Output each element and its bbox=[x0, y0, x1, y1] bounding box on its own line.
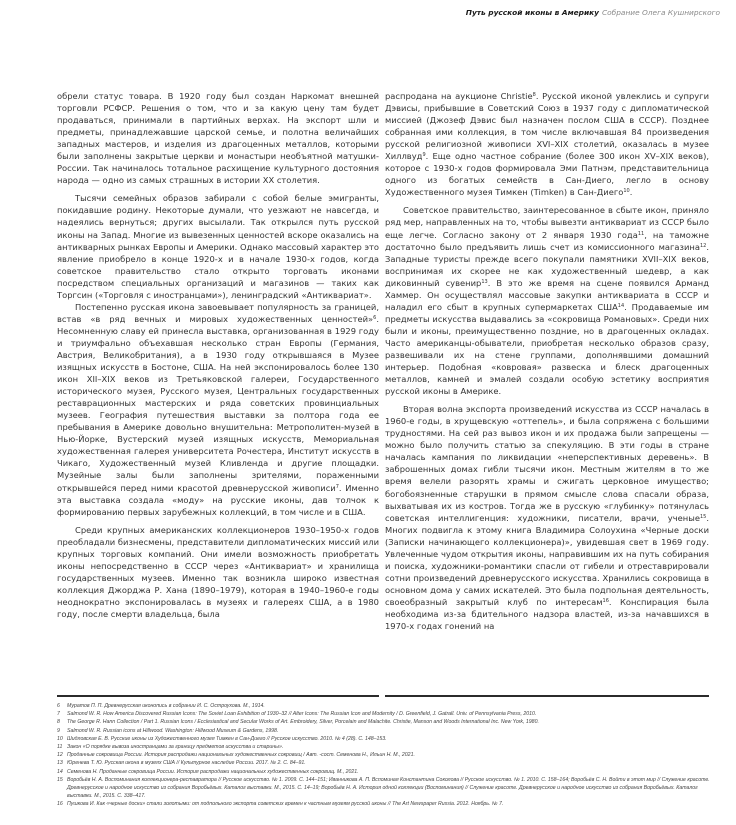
footnote-ref[interactable]: 11 bbox=[637, 230, 645, 237]
footnotes bbox=[57, 702, 712, 809]
footnote-ref[interactable]: 7 bbox=[335, 483, 339, 490]
footnote-ref[interactable]: 16 bbox=[602, 597, 609, 604]
footnote-ref[interactable]: 6 bbox=[373, 314, 377, 321]
paragraph: распродана на аукционе Christie$^8$. Русской иконой увлеклись и супруги Дэвисы, прибывшие в Советский Союз в 1937 году с дипломатической миссией (Джозеф Дэвис был назначен послом США в СССР). Позднее собранная ими коллекция, в том числе включавшая 84 произведения русской религиозной живописи XVI–XIX столетий, оказалась в музее Хиллвуд$^9$. Еще одно частное собрание (более 300 икон XV–XIX веков), которое с 1930-х годов формировала Эми Патнэм, представительница одного из богатых семейств в Сан-Диего, легло в основу Художественного музея Тимкен (Timken) в Сан-Диего$^{10}$. bbox=[385, 91, 709, 198]
paragraph: Постепенно русская икона завоевывает популярность за границей, встав «в ряд вечных и мировых художественных ценностей»$^6$. Несомненную славу ей принесла выставка, организованная в 1929 году и триумфально объехавшая несколько стран Европы (Германия, Австрия, Великобритания), а в 1930 году открывшаяся в Музее изящных искусств в Бостоне, США. На ней экспонировалось более 130 икон XII–XIX веков из Третьяковской галереи, Государственного исторического музея, Русского музея, Центральных государственных реставрационных мастерских и ряда советских провинциальных музеев. География путешествия выставки за полтора года ее пребывания в Америке довольно внушительна: Метрополитен-музей в Нью-Йорке, Вустерский музей изящных искусств, Мемориальная художественная галерея университета Рочестера, Институт искусств в Чикаго, Художественный музей Кливленда и другие площадки. Музейные залы были заполнены зрителями, пораженными открывшейся перед ними красотой древнерусской живописи$^7$. Именно эта выставка создала «моду» на русские иконы, дав толчок к формированию первых зарубежных коллекций, в том числе и в США. bbox=[57, 301, 379, 517]
footnote: 16 Пушкова И. Как «черные доски» стали золотыми: от подпольного экспорта советских времен к частным музеям русской иконы // The Art Newspaper Russia. 2012. Ноябрь. № 7. bbox=[57, 801, 504, 808]
footnote: 14 Семенова Н. Проданные сокровища России. История распродажи национальных художественных сокровищ. М., 2021. bbox=[57, 768, 359, 775]
left-column bbox=[57, 90, 379, 620]
footnote: 11 Закон «О порядке вывоза иностранцами за границу предметов искусства и старины». bbox=[57, 744, 284, 751]
footnote: 12 Проданные сокровища России. История распродажи национальных художественных сокровищ / Авт. -сост. Семенова Н., Ильин Н. М., 2021. bbox=[57, 752, 415, 759]
running-header bbox=[466, 8, 720, 18]
footnote-divider bbox=[385, 695, 709, 697]
footnote-ref[interactable]: 14 bbox=[617, 302, 625, 309]
paragraph: обрели статус товара. В 1920 году был создан Наркомат внешней торговли РСФСР. Решения о том, что и за какую цену там будет продаваться, принимали в партийных верхах. На экспорт шли и предметы, принадлежавшие царской семье, и полотна величайших западных мастеров, и изделия из драгоценных металлов, которыми были заполнены закрытые церкви и монастыри необъятной матушки-России. Так начиналось тотальное расхищение культурного достояния народа — одно из самых страшных в истории XX столетия. bbox=[57, 91, 379, 186]
footnote: 6 Муратов П. П. Древнерусская иконопись в собрании И. С. Остроухова. М., 1914. bbox=[57, 703, 265, 709]
paragraph: Советское правительство, заинтересованное в сбыте икон, приняло ряд мер, направленных на то, чтобы вывезти антиквариат из СССР было еще легче. Согласно закону от 2 января 1930 года$^{11}$, на таможне достаточно было предъявить лишь счет из комиссионного магазина$^{12}$. Западные туристы прежде всего покупали памятники XVII–XIX веков, воспринимая их скорее не как художественный шедевр, а как диковинный сувенир$^{13}$. В это же время на сцене появился Арманд Хаммер. Он осуществлял массовые закупки антиквариата в СССР и наладил его сбыт в крупных супермаркетах США$^{14}$. Продаваемые им предметы искусства выдавались за «сокровища Романовых». Среди них были и иконы, преимущественно поздние, но в драгоценных окладах. Часто американцы-обыватели, приобретая несколько образов сразу, развешивали их на стене группами, дополнявшими домашний интерьер. Подобная «ковровая» развеска и блеск драгоценных металлов, камней и эмалей создали особую эстетику восприятия русской иконы в Америке. bbox=[385, 205, 709, 397]
footnote: 13 Юренева Т. Ю. Русская икона в музеях США // Культурное наследие России. 2017. № 2. С. 84–91. bbox=[57, 760, 306, 767]
paragraph: Тысячи семейных образов забирали с собой белые эмигранты, покидавшие родину. Некоторые думали, что уезжают не навсегда, и надеялись вернуться; других высылали. Так открылся путь русской иконы на Запад. Многие из вывезенных ценностей вскоре оказались на антикварных рынках Европы и Америки. Однако массовый характер это явление приобрело в конце 1920-х и в начале 1930-х годов, когда советское правительство стало открыто торговать иконами посредством специальных организаций и магазинов — таких как Торгсин («Торговля с иностранцами»), ленинградский «Антиквариат». bbox=[57, 193, 379, 300]
footnote-ref[interactable]: 8 bbox=[532, 92, 536, 98]
paragraph: Среди крупных американских коллекционеров 1930–1950-х годов преобладали бизнесмены, представители дипломатических миссий или крупных торговых компаний. Они имели возможность приобретать иконы непосредственно в СССР через «Антиквариат» и хранилища государственных музеев. Именно так возникла широко известная коллекция Джорджа Р. Хана (1890–1979), которая в 1940–1960-е годы неоднократно экспонировалась в музеях и галереях США, а в 1980 году, после смерти владельца, была bbox=[57, 524, 379, 619]
paragraph: Вторая волна экспорта произведений искусства из СССР началась в 1960-е годы, в хрущевскую «оттепель», и была сопряжена с большими трудностями. На сей раз вывоз икон и их продажа были запрещены — можно было получить статью за спекуляцию. В эти годы в стране началась кампания по ликвидации «неперспективных деревень». В заброшенных домах гибли тысячи икон. Местным жителям в то же время велели разорять храмы и сжигать церковное имущество; богобоязненные старушки в прямом смысле слова спасали образа, выхватывая их из костров. Тогда же в русскую «глубинку» потянулась советская интеллигенция: художники, писатели, врачи, ученые$^{15}$. Многих подвигла к этому книга Владимира Солоухина «Черные доски (Записки начинающего коллекционера)», увидевшая свет в 1969 году. Увлеченные чудом открытия иконы, направившим их на путь собирания и поиска, художники-романтики спасли от гибели и отреставрировали сотни произведений древнерусского искусства. Хранились сокровища в основном дома у самих искателей. Это была подпольная деятельность, своеобразный закрытый клуб по интересам$^{16}$. Конспирация была необходима из-за бдительного надзора властей, из-за начавшихся в 1970-х годах гонений на bbox=[385, 404, 709, 632]
footnote-ref[interactable]: 10 bbox=[623, 188, 630, 195]
footnote: 15 Воробьёв Н. А. Воспоминания коллекционера-реставратора // Русское искусство. № 1. 2009. С. 144–151; Иванникова А. П. Вспоминая Константина Соколова // Русское искусство. № 1. 2010. С. 158–164; Воробьёв С. Н. Войти в этот мир // Служение красоте. Древнерусское и народное искусство из собрания Воробьёвых. Каталог выставки. М., 2015. С. 14–19; Воробьёв Н. А. История одной коллекции (Воспоминания) // Служение красоте. Древнерусское и народное искусство из собрания Воробьёвых. Каталог выставки. М., 2015. С. 338–417. bbox=[57, 776, 710, 800]
footnote-ref[interactable]: 15 bbox=[699, 513, 707, 520]
footnote: 9 Salmond W. R. Russian icons at Hillwood. Washington: Hillwood Museum & Gardens, 1998. bbox=[57, 727, 279, 734]
footnote: 10 Шидловская Е. В. Русские иконы из Художественного музея Тимкен в Сан-Диего // Русское искусство. 2010. № 4 (28). С. 148–153. bbox=[57, 735, 387, 742]
header-title: Путь русской иконы в Америку bbox=[465, 8, 599, 17]
header-subtitle: Собрание Олега Кушнирского bbox=[601, 8, 720, 17]
footnote-ref[interactable]: 9 bbox=[422, 152, 426, 159]
footnote-divider bbox=[57, 695, 379, 697]
footnote: 8 The George R. Hann Collection / Part 1. Russian Icons / Ecclesiastical and Secular Works of Art. Embroidery, Silver, Porcelain and Malachite. Christie, Manson and Woods International Inc. New York, 1980. bbox=[57, 719, 539, 726]
footnote-ref[interactable]: 13 bbox=[481, 278, 488, 285]
footnote: 7 Salmond W. R. How America Discovered Russian Icons: The Soviet Loan Exhibition of 1930–32 // Alter Icons: The Russian Icon and Modernity / D. Greenfield, J. Gatrall. Univ. of Pennsylvania Press, 2010. bbox=[57, 711, 537, 718]
footnote-ref[interactable]: 12 bbox=[699, 242, 707, 249]
right-column bbox=[385, 90, 709, 632]
